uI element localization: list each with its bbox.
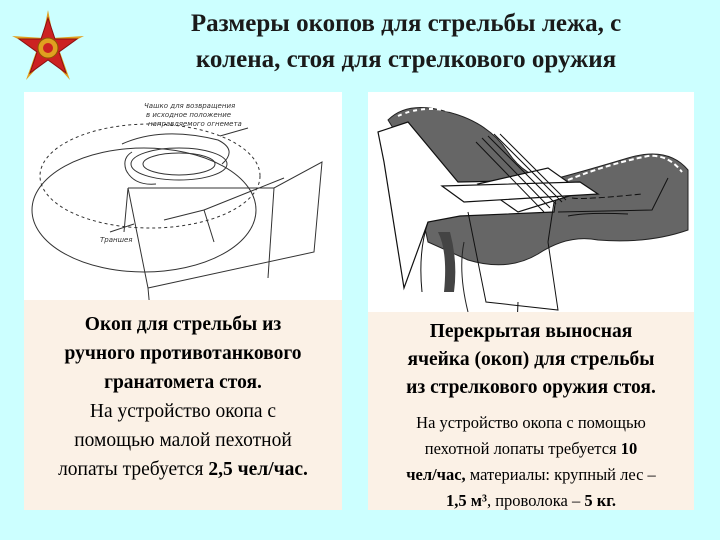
left-card xyxy=(24,92,342,510)
left-caption-detail-line-3 xyxy=(24,455,342,484)
drawing-note-line-2: в исходное положение xyxy=(146,111,232,119)
right-caption-detail-line-2 xyxy=(368,436,694,462)
trench-diagram-rpg xyxy=(24,92,342,300)
left-caption-title-line-2: ручного противотанкового xyxy=(64,343,302,364)
right-caption-labor-label: пехотной лопаты требуется xyxy=(424,439,621,458)
left-caption-title xyxy=(24,300,342,397)
right-caption-title xyxy=(368,312,694,402)
left-caption xyxy=(24,300,342,510)
left-caption-details xyxy=(24,397,342,484)
right-caption-wire-label: , проволока – xyxy=(486,491,585,510)
right-caption-detail-line-1: На устройство окопа с помощью xyxy=(416,413,646,432)
right-caption-wire-value: 5 кг. xyxy=(584,491,616,510)
right-caption-title-line-1: Перекрытая выносная xyxy=(429,321,633,342)
right-caption-labor-value: 10 xyxy=(620,439,638,458)
right-caption-details xyxy=(368,402,694,514)
left-caption-title-line-1: Окоп для стрельбы из xyxy=(84,314,282,335)
title-line-2: колена, стоя для стрелкового оружия xyxy=(195,46,617,73)
covered-trench-diagram xyxy=(368,92,694,312)
right-caption-detail-line-3 xyxy=(368,462,694,488)
left-caption-labor-label: лопаты требуется xyxy=(58,459,209,480)
drawing-label-trench: Траншея xyxy=(100,236,133,244)
right-caption-timber-value: 1,5 м³ xyxy=(446,491,487,510)
right-caption xyxy=(368,312,694,510)
left-caption-detail-line-2: помощью малой пехотной xyxy=(74,430,292,451)
left-caption-detail-line-1: На устройство окопа с xyxy=(89,401,277,422)
drawing-note-line-1: Чашко для возвращения xyxy=(144,102,236,110)
title-line-1: Размеры окопов для стрельбы лежа, с xyxy=(190,10,622,37)
right-caption-materials-label: материалы: крупный лес – xyxy=(465,465,656,484)
left-caption-title-line-3: гранатомета стоя. xyxy=(104,372,262,393)
army-star-emblem-icon xyxy=(4,8,96,86)
right-caption-title-line-2: ячейка (окоп) для стрельбы xyxy=(407,349,655,370)
right-caption-labor-unit: чел/час, xyxy=(406,465,466,484)
left-caption-labor-value: 2,5 чел/час. xyxy=(208,459,308,480)
right-caption-title-line-3: из стрелкового оружия стоя. xyxy=(406,377,656,398)
right-caption-detail-line-4 xyxy=(368,488,694,514)
right-card xyxy=(368,92,694,510)
drawing-note-line-3: направляемого огнемета xyxy=(148,120,242,128)
page-title xyxy=(96,6,716,78)
